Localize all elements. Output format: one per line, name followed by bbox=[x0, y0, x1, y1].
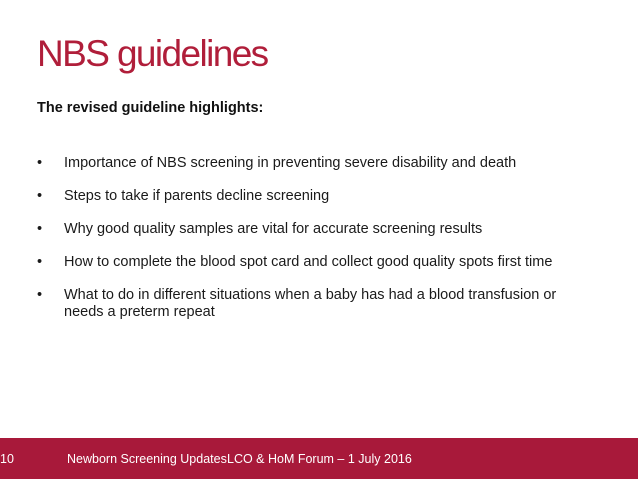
bullet-marker: • bbox=[37, 287, 43, 303]
footer-event-date: LCO & HoM Forum – 1 July 2016 bbox=[227, 452, 412, 466]
footer-bar bbox=[0, 438, 638, 479]
bullet-list bbox=[37, 155, 597, 321]
bullet-text: How to complete the blood spot card and collect good quality spots first time bbox=[64, 254, 553, 270]
bullet-marker: • bbox=[37, 221, 43, 237]
bullet-item bbox=[37, 155, 597, 172]
footer-presentation-title: Newborn Screening Updates bbox=[67, 452, 227, 466]
page-number: 10 bbox=[0, 452, 14, 466]
bullet-marker: • bbox=[37, 188, 43, 204]
bullet-marker: • bbox=[37, 155, 43, 171]
slide-subtitle: The revised guideline highlights: bbox=[37, 100, 264, 116]
slide-title: NBS guidelines bbox=[37, 33, 268, 74]
bullet-item bbox=[37, 188, 597, 205]
bullet-item bbox=[37, 221, 597, 238]
bullet-text: What to do in different situations when a baby has had a blood transfusion or needs a preterm repeat bbox=[64, 287, 557, 320]
bullet-text: Why good quality samples are vital for accurate screening results bbox=[64, 221, 483, 237]
bullet-text: Importance of NBS screening in preventing severe disability and death bbox=[64, 155, 517, 171]
bullet-item bbox=[37, 287, 597, 321]
bullet-marker: • bbox=[37, 254, 43, 270]
bullet-text: Steps to take if parents decline screening bbox=[64, 188, 330, 204]
bullet-item bbox=[37, 254, 597, 271]
